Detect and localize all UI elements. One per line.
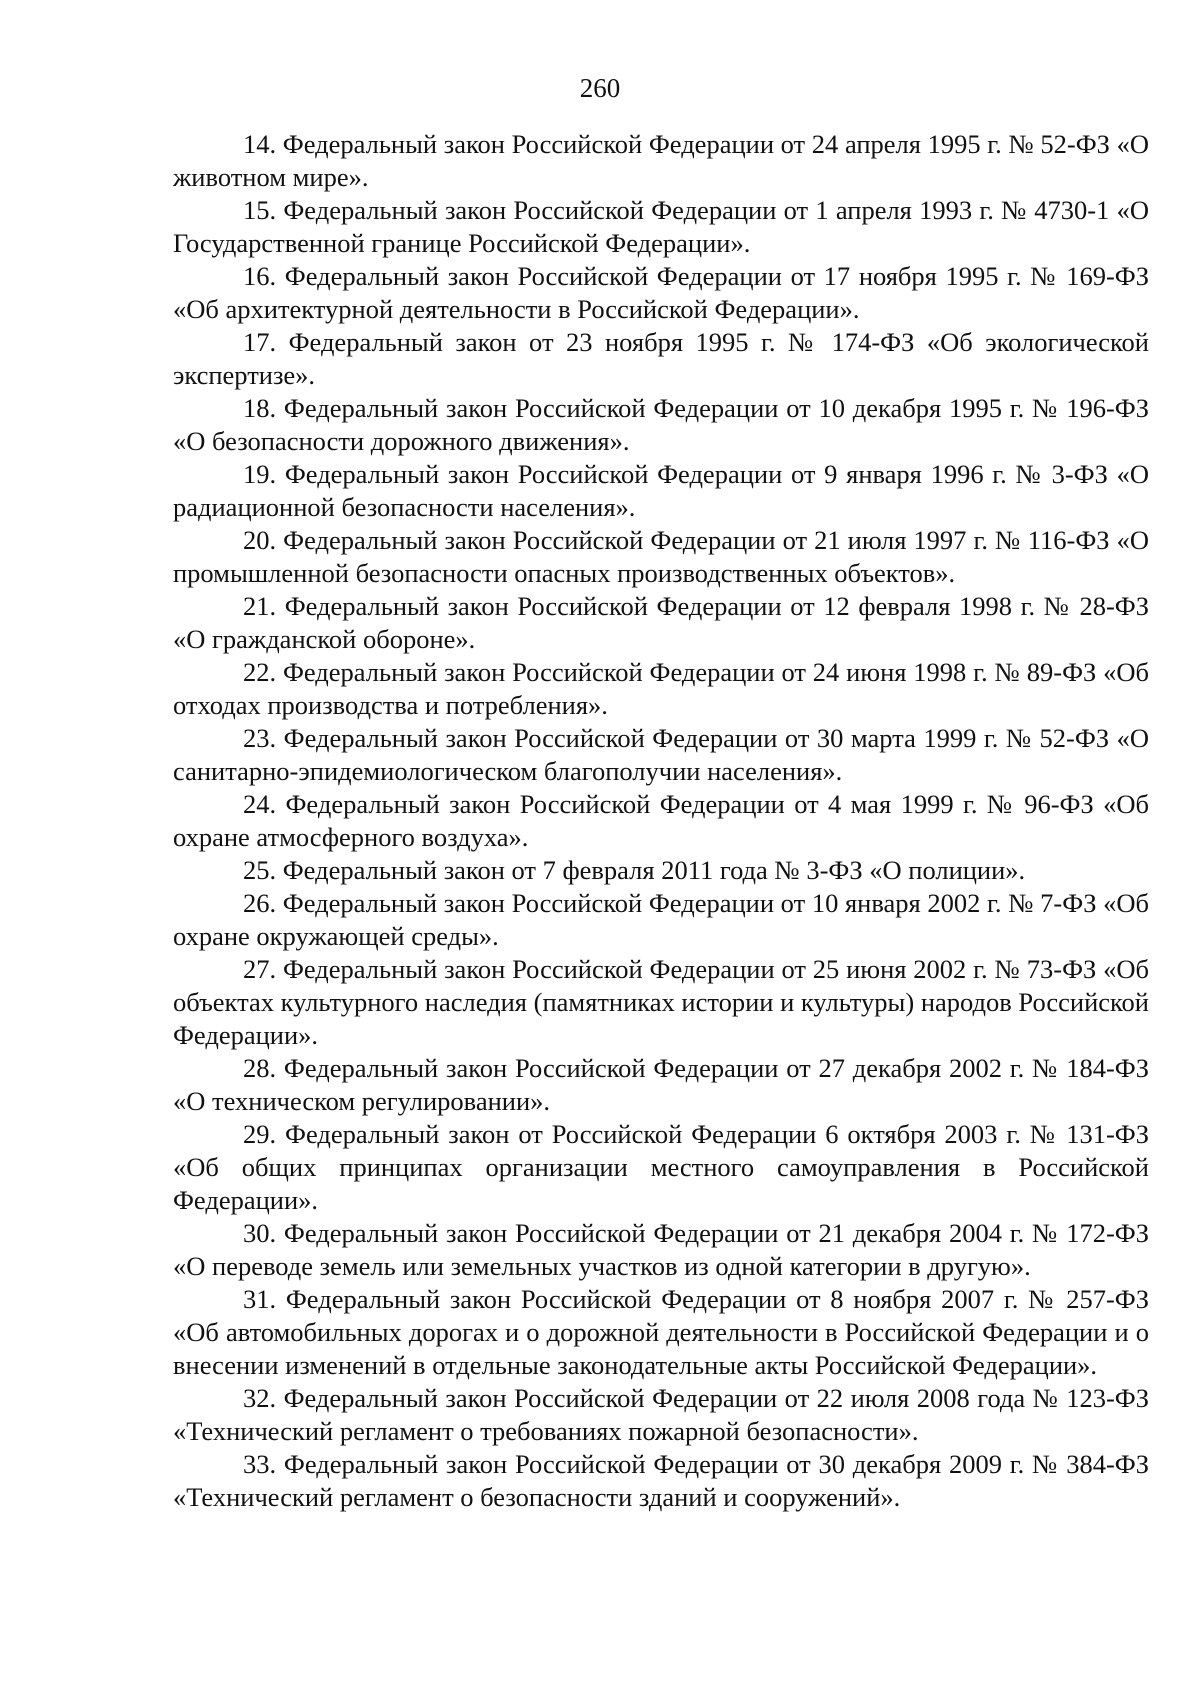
page-number: 260	[579, 73, 621, 103]
law-entry-32: 32. Федеральный закон Российской Федерации от 22 июля 2008 года № 123-ФЗ «Технический регламент о требованиях пожарной безопасности».	[173, 1383, 1149, 1446]
law-entry-25: 25. Федеральный закон от 7 февраля 2011 года № 3-ФЗ «О полиции».	[243, 855, 1026, 885]
law-entry-29: 29. Федеральный закон от Российской Федерации 6 октября 2003 г. № 131-ФЗ «Об общих принципах организации местного самоуправления в Российской Федерации».	[173, 1119, 1149, 1215]
law-list	[173, 128, 1149, 1514]
law-entry-24: 24. Федеральный закон Российской Федерации от 4 мая 1999 г. № 96-ФЗ «Об охране атмосферного воздуха».	[173, 789, 1149, 852]
law-entry-15: 15. Федеральный закон Российской Федерации от 1 апреля 1993 г. № 4730-1 «О Государственной границе Российской Федерации».	[173, 195, 1149, 258]
law-entry-20: 20. Федеральный закон Российской Федерации от 21 июля 1997 г. № 116-ФЗ «О промышленной безопасности опасных производственных объектов».	[173, 525, 1149, 588]
law-entry-14: 14. Федеральный закон Российской Федерации от 24 апреля 1995 г. № 52-ФЗ «О животном мире».	[173, 129, 1149, 192]
law-entry-21: 21. Федеральный закон Российской Федерации от 12 февраля 1998 г. № 28-ФЗ «О гражданской обороне».	[173, 591, 1149, 654]
law-entry-22: 22. Федеральный закон Российской Федерации от 24 июня 1998 г. № 89-ФЗ «Об отходах производства и потребления».	[173, 657, 1149, 720]
law-entry-27: 27. Федеральный закон Российской Федерации от 25 июня 2002 г. № 73-ФЗ «Об объектах культурного наследия (памятниках истории и культуры) народов Российской Федерации».	[173, 954, 1149, 1050]
law-entry-33: 33. Федеральный закон Российской Федерации от 30 декабря 2009 г. № 384-ФЗ «Технический регламент о безопасности зданий и сооружений».	[173, 1449, 1149, 1512]
law-entry-19: 19. Федеральный закон Российской Федерации от 9 января 1996 г. № 3-ФЗ «О радиационной безопасности населения».	[173, 459, 1149, 522]
law-entry-28: 28. Федеральный закон Российской Федерации от 27 декабря 2002 г. № 184-ФЗ «О техническом регулировании».	[173, 1053, 1149, 1116]
law-entry-18: 18. Федеральный закон Российской Федерации от 10 декабря 1995 г. № 196-ФЗ «О безопасности дорожного движения».	[173, 393, 1149, 456]
law-entry-23: 23. Федеральный закон Российской Федерации от 30 марта 1999 г. № 52-ФЗ «О санитарно-эпидемиологическом благополучии населения».	[173, 723, 1149, 786]
law-entry-26: 26. Федеральный закон Российской Федерации от 10 января 2002 г. № 7-ФЗ «Об охране окружающей среды».	[173, 888, 1149, 951]
law-entry-16: 16. Федеральный закон Российской Федерации от 17 ноября 1995 г. № 169-ФЗ «Об архитектурной деятельности в Российской Федерации».	[173, 261, 1149, 324]
law-entry-17: 17. Федеральный закон от 23 ноября 1995 г. № 174-ФЗ «Об экологической экспертизе».	[173, 327, 1149, 390]
law-entry-30: 30. Федеральный закон Российской Федерации от 21 декабря 2004 г. № 172-ФЗ «О переводе земель или земельных участков из одной категории в другую».	[173, 1218, 1149, 1281]
law-entry-31: 31. Федеральный закон Российской Федерации от 8 ноября 2007 г. № 257-ФЗ «Об автомобильных дорогах и о дорожной деятельности в Российской Федерации и о внесении изменений в отдельные законодательные акты Российской Федерации».	[173, 1284, 1149, 1380]
